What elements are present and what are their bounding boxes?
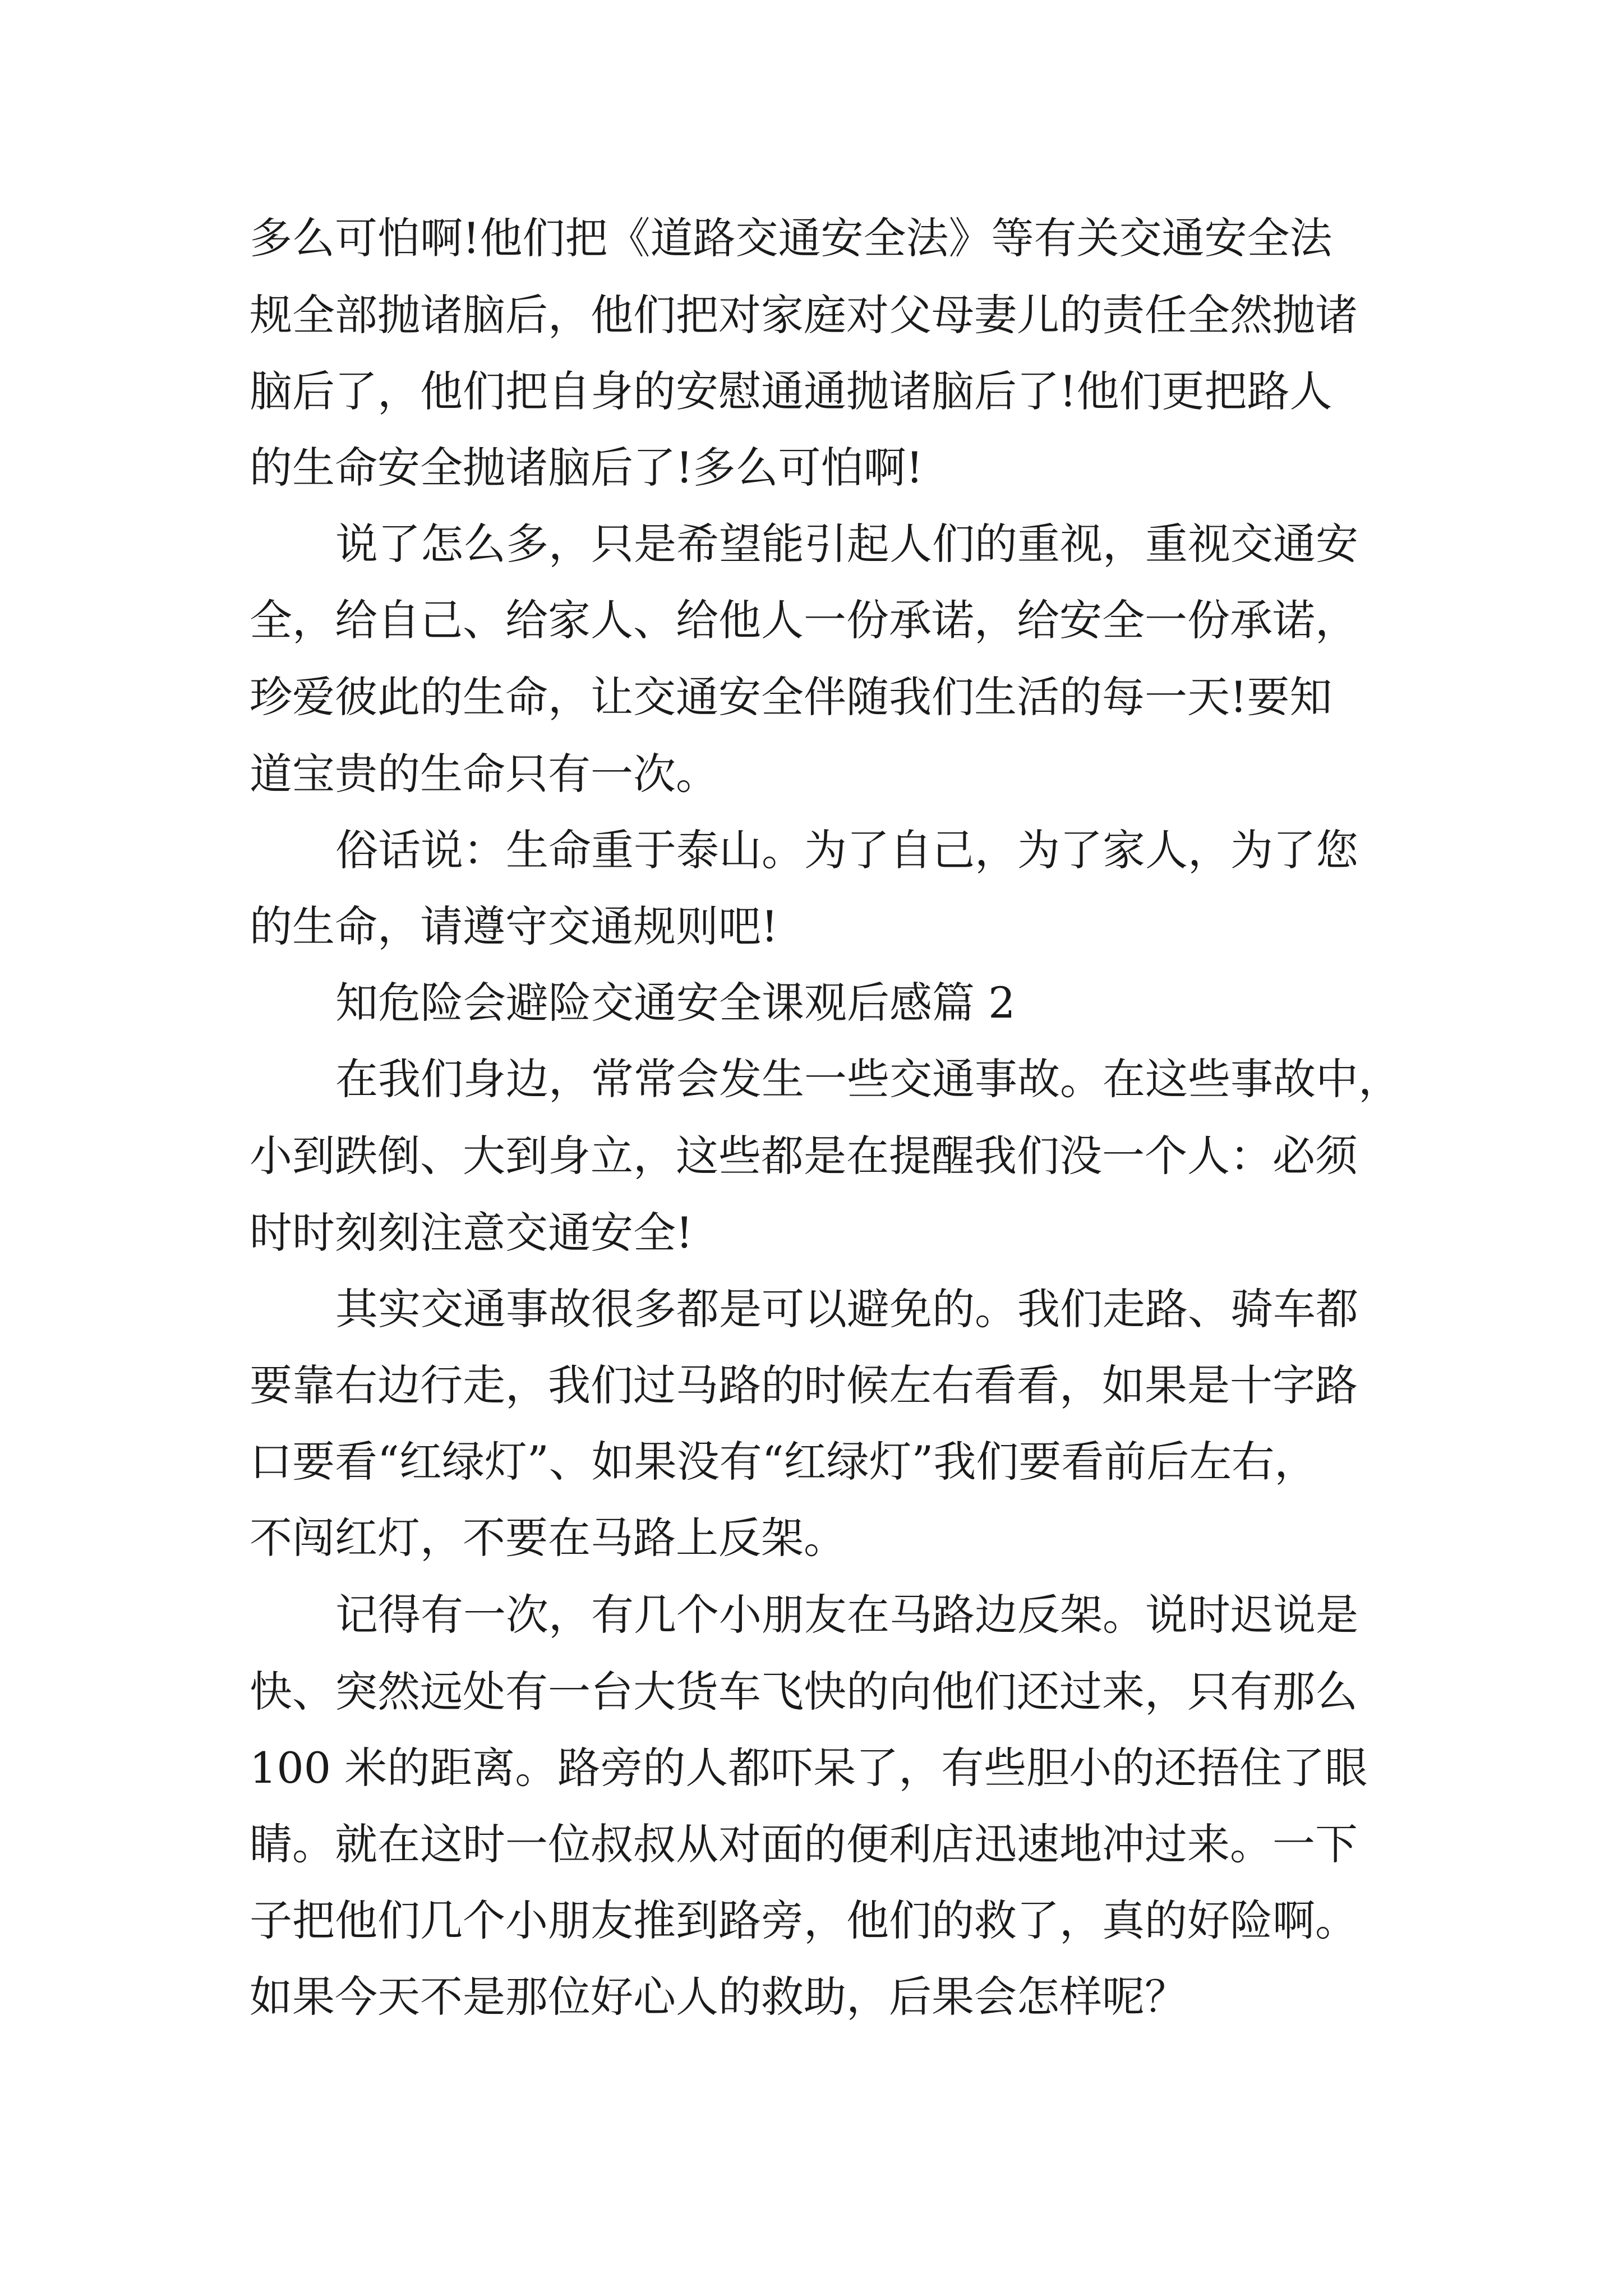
paragraph-5-line-1: 在我们身边，常常会发生一些交通事故。在这些事故中， [335,1054,1401,1104]
paragraph-7-line-2: 快、突然远处有一台大货车飞快的向他们还过来，只有那么 [250,1667,1358,1717]
paragraph-1-line-4: 的生命安全抛诸脑后了!多么可怕啊! [250,443,924,493]
section-heading: 知危险会避险交通安全课观后感篇 2 [335,978,1016,1028]
paragraph-1-line-2: 规全部抛诸脑后，他们把对家庭对父母妻儿的责任全然抛诸 [250,290,1358,340]
paragraph-2-line-2: 全，给自己、给家人、给他人一份承诺，给安全一份承诺， [250,595,1358,645]
paragraph-1-line-1: 多么可怕啊!他们把《道路交通安全法》等有关交通安全法 [250,213,1332,263]
paragraph-3-line-2: 的生命，请遵守交通规则吧! [250,901,778,951]
paragraph-1-line-3: 脑后了，他们把自身的安慰通通抛诸脑后了!他们更把路人 [250,366,1332,416]
paragraph-2-line-3: 珍爱彼此的生命，让交通安全伴随我们生活的每一天!要知 [250,672,1332,722]
paragraph-7-line-4: 睛。就在这时一位叔叔从对面的便利店迅速地冲过来。一下 [250,1819,1358,1869]
paragraph-6-line-1: 其实交通事故很多都是可以避免的。我们走路、骑车都 [335,1284,1358,1334]
paragraph-3-line-1: 俗话说：生命重于泰山。为了自己，为了家人，为了您 [335,825,1358,875]
paragraph-5-line-2: 小到跌倒、大到身立，这些都是在提醒我们没一个人：必须 [250,1131,1358,1181]
paragraph-6-line-3: 口要看“红绿灯”、如果没有“红绿灯”我们要看前后左右， [250,1437,1317,1487]
paragraph-7-line-5: 子把他们几个小朋友推到路旁，他们的救了，真的好险啊。 [250,1895,1358,1945]
paragraph-6-line-2: 要靠右边行走，我们过马路的时候左右看看，如果是十字路 [250,1360,1358,1410]
paragraph-2-line-1: 说了怎么多，只是希望能引起人们的重视，重视交通安 [335,519,1358,569]
paragraph-7-line-6: 如果今天不是那位好心人的救助，后果会怎样呢？ [250,1972,1187,2022]
paragraph-5-line-3: 时时刻刻注意交通安全! [250,1208,693,1258]
paragraph-7-line-3: 100 米的距离。路旁的人都吓呆了，有些胆小的还捂住了眼 [250,1743,1368,1793]
paragraph-7-line-1: 记得有一次，有几个小朋友在马路边反架。说时迟说是 [335,1590,1358,1640]
paragraph-6-line-4: 不闯红灯，不要在马路上反架。 [250,1513,846,1563]
paragraph-2-line-4: 道宝贵的生命只有一次。 [250,749,718,799]
